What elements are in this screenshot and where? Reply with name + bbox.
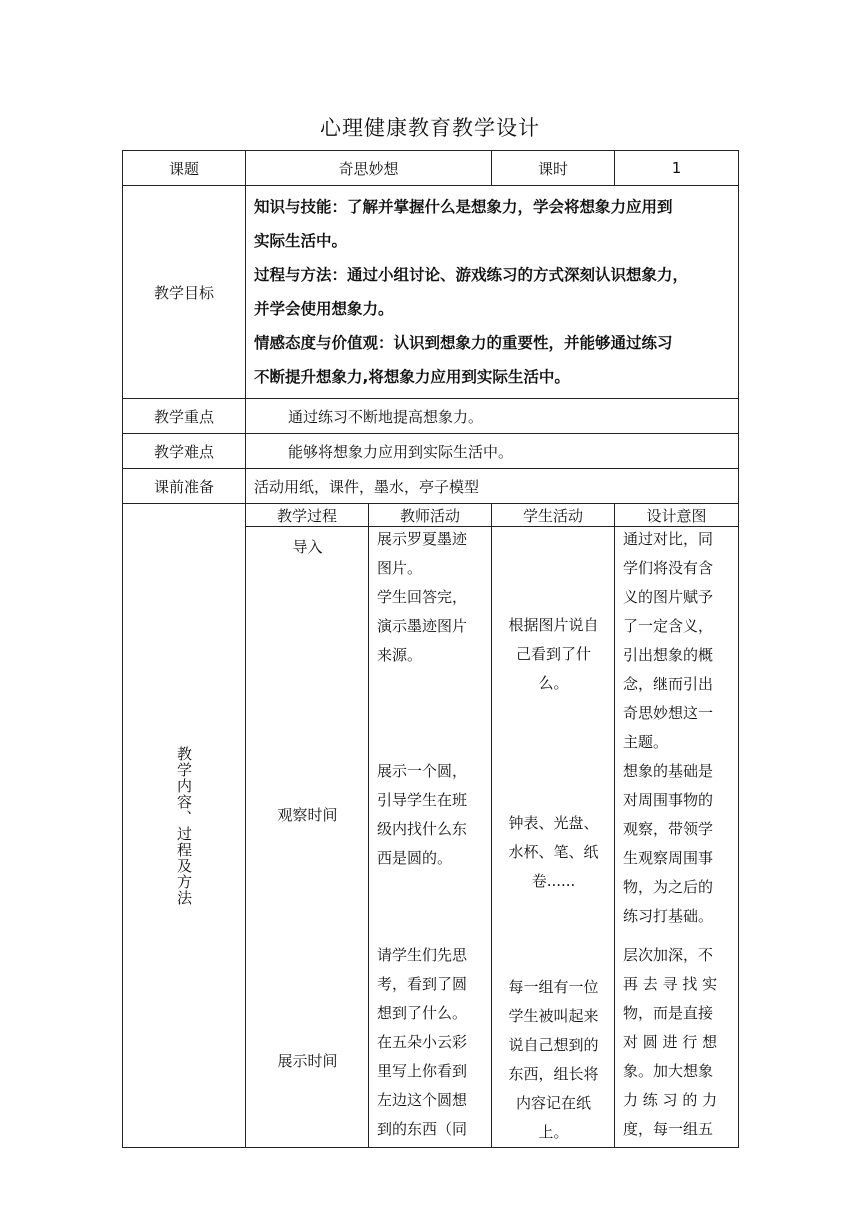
text-line: 引出想象的概 xyxy=(623,646,714,664)
goal-line: 过程与方法：通过小组讨论、游戏练习的方式深刻认识想象力， xyxy=(254,266,689,284)
text-line: 考，看到了圆 xyxy=(377,975,468,993)
label-topic: 课题 xyxy=(123,151,246,186)
text-line: 演示墨迹图片 xyxy=(377,617,468,635)
label-period: 课时 xyxy=(492,151,615,186)
text-line: 里写上你看到 xyxy=(377,1062,468,1080)
text-line: 级内找什么东 xyxy=(377,820,468,838)
text-line: 学生被叫起来 xyxy=(508,1007,599,1025)
text-line: 对 圆 进 行 想 xyxy=(623,1033,718,1051)
header-stage: 教学过程 xyxy=(246,504,369,527)
goals-content xyxy=(246,186,739,399)
teacher-activity xyxy=(377,757,487,873)
label-preparation: 课前准备 xyxy=(123,469,246,504)
header-intent: 设计意图 xyxy=(615,504,739,527)
text-line: 学生回答完， xyxy=(377,588,468,606)
text-line: 每一组有一位 xyxy=(508,978,599,996)
goal-line: 不断提升想象力,将想象力应用到实际生活中。 xyxy=(254,368,570,386)
label-difficult-point: 教学难点 xyxy=(123,434,246,469)
text-line: 图片。 xyxy=(377,559,423,577)
text-line: 引导学生在班 xyxy=(377,791,468,809)
header-teacher: 教师活动 xyxy=(369,504,492,527)
lesson-plan-table xyxy=(122,150,739,1148)
teacher-activity xyxy=(377,525,487,670)
text-line: 展示一个圆， xyxy=(377,762,468,780)
text-line: 己看到了什 xyxy=(516,645,592,663)
text-line: 物，为之后的 xyxy=(623,878,714,896)
page-title: 心理健康教育教学设计 xyxy=(320,116,540,140)
goal-line: 情感态度与价值观：认识到想象力的重要性，并能够通过练习 xyxy=(254,334,673,352)
teacher-activity xyxy=(377,941,487,1144)
row-preparation xyxy=(123,469,739,504)
label-key-point: 教学重点 xyxy=(123,399,246,434)
intent-column xyxy=(615,527,739,1148)
text-line: 通过对比，同 xyxy=(623,530,714,548)
text-line: 展示罗夏墨迹 xyxy=(377,530,468,548)
row-goals xyxy=(123,186,739,399)
process-header-row xyxy=(123,504,739,527)
process-label-text: 教学内容、过程及方法 xyxy=(175,745,193,906)
text-line: 到的东西（同 xyxy=(377,1120,468,1138)
row-topic xyxy=(123,151,739,186)
text-line: 上。 xyxy=(538,1123,569,1141)
goal-line: 实际生活中。 xyxy=(254,232,348,250)
text-line: 请学生们先思 xyxy=(377,946,468,964)
text-line: 来源。 xyxy=(377,646,423,664)
text-line: 想象的基础是 xyxy=(623,762,714,780)
text-line: 主题。 xyxy=(623,733,669,751)
text-line: 东西，组长将 xyxy=(508,1065,599,1083)
key-point-text: 通过练习不断地提高想象力。 xyxy=(246,399,739,434)
text-line: 力 练 习 的 力 xyxy=(623,1091,718,1109)
difficult-point-text: 能够将想象力应用到实际生活中。 xyxy=(246,434,739,469)
student-activity xyxy=(492,973,615,1147)
stage-name: 导入 xyxy=(292,538,323,556)
label-process xyxy=(123,504,246,1148)
text-line: 卷...... xyxy=(531,872,576,890)
label-goals: 教学目标 xyxy=(123,186,246,399)
topic-value: 奇思妙想 xyxy=(246,151,492,186)
text-line: 根据图片说自 xyxy=(508,616,599,634)
text-line: 观察，带领学 xyxy=(623,820,714,838)
text-line: 想到了什么。 xyxy=(377,1004,468,1022)
text-line: 义的图片赋予 xyxy=(623,588,714,606)
student-activity xyxy=(492,611,615,698)
teacher-column xyxy=(369,527,492,1148)
goal-line: 并学会使用想象力。 xyxy=(254,300,394,318)
design-intent xyxy=(623,941,735,1144)
student-activity xyxy=(492,809,615,896)
text-line: 象。加大想象 xyxy=(623,1062,714,1080)
text-line: 对周围事物的 xyxy=(623,791,714,809)
design-intent xyxy=(623,757,735,931)
text-line: 学们将没有含 xyxy=(623,559,714,577)
text-line: 西是圆的。 xyxy=(377,849,453,867)
text-line: 了一定含义， xyxy=(623,617,714,635)
text-line: 练习打基础。 xyxy=(623,907,714,925)
text-line: 内容记在纸 xyxy=(516,1094,592,1112)
row-key-point xyxy=(123,399,739,434)
stage-column xyxy=(246,527,369,1148)
text-line: 钟表、光盘、 xyxy=(508,814,599,832)
text-line: 说自己想到的 xyxy=(508,1036,599,1054)
stage-name: 展示时间 xyxy=(277,1052,338,1070)
design-intent xyxy=(623,525,735,757)
text-line: 度，每一组五 xyxy=(623,1120,714,1138)
text-line: 在五朵小云彩 xyxy=(377,1033,468,1051)
text-line: 左边这个圆想 xyxy=(377,1091,468,1109)
student-column xyxy=(492,527,615,1148)
period-value: 1 xyxy=(615,151,739,186)
text-line: 么。 xyxy=(538,674,569,692)
stage-name: 观察时间 xyxy=(277,806,338,824)
text-line: 物，而是直接 xyxy=(623,1004,714,1022)
text-line: 再 去 寻 找 实 xyxy=(623,975,718,993)
text-line: 奇思妙想这一 xyxy=(623,704,714,722)
text-line: 念，继而引出 xyxy=(623,675,714,693)
preparation-text: 活动用纸，课件，墨水，亭子模型 xyxy=(246,469,739,504)
header-student: 学生活动 xyxy=(492,504,615,527)
text-line: 水杯、笔、纸 xyxy=(508,843,599,861)
row-difficult-point xyxy=(123,434,739,469)
text-line: 层次加深，不 xyxy=(623,946,714,964)
text-line: 生观察周围事 xyxy=(623,849,714,867)
goal-line: 知识与技能：了解并掌握什么是想象力，学会将想象力应用到 xyxy=(254,198,673,216)
